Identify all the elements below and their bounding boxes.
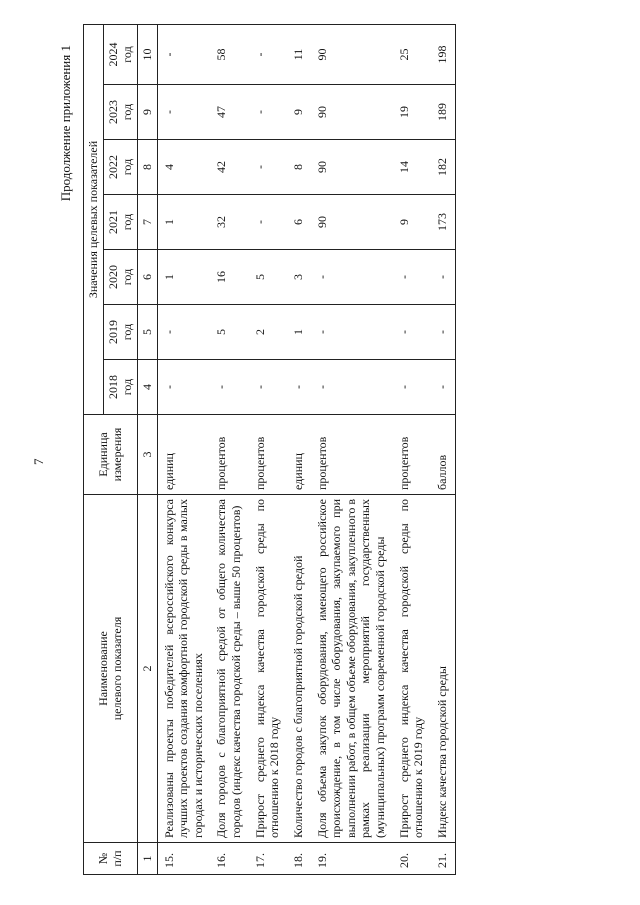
unit-of-measure: процентов xyxy=(393,415,431,495)
indicator-value: 25 xyxy=(393,24,431,84)
column-number: 2 xyxy=(137,495,157,843)
indicator-value: - xyxy=(311,360,393,415)
indicator-value: - xyxy=(210,360,248,415)
header-values-group: Значения целевых показателей xyxy=(84,24,104,414)
unit-of-measure: процентов xyxy=(249,415,287,495)
indicator-value: 1 xyxy=(157,195,210,250)
indicator-value: 4 xyxy=(157,140,210,195)
indicator-value: - xyxy=(393,360,431,415)
column-number: 9 xyxy=(137,85,157,140)
indicator-value: - xyxy=(157,24,210,84)
column-number: 7 xyxy=(137,195,157,250)
column-number: 8 xyxy=(137,140,157,195)
indicator-name: Доля объема закупок оборудования, имеющего российское происхождение, в том числе оборудования, закупаемого при выполнении работ, в общем объеме оборудования, закупленного в рамках реализации мероприятий государственных (муниципальных) программ современной городской среды xyxy=(311,495,393,843)
indicator-value: 11 xyxy=(287,24,311,84)
indicator-value: - xyxy=(393,250,431,305)
indicator-value: 14 xyxy=(393,140,431,195)
indicator-value: 5 xyxy=(249,250,287,305)
indicator-value: - xyxy=(431,360,455,415)
indicator-value: - xyxy=(157,85,210,140)
year-label: 2018 xyxy=(105,375,120,399)
indicator-value: 47 xyxy=(210,85,248,140)
indicator-name: Прирост среднего индекса качества городской среды по отношению к 2018 году xyxy=(249,495,287,843)
indicator-value: 189 xyxy=(431,85,455,140)
header-unit: Единица измерения xyxy=(84,415,138,495)
column-number: 10 xyxy=(137,24,157,84)
column-number: 6 xyxy=(137,250,157,305)
row-number: 15. xyxy=(157,843,210,875)
year-label: 2022 xyxy=(105,155,120,179)
indicator-value: 173 xyxy=(431,195,455,250)
row-number: 18. xyxy=(287,843,311,875)
indicator-value: - xyxy=(249,24,287,84)
indicator-value: 9 xyxy=(393,195,431,250)
year-label: 2019 xyxy=(105,320,120,344)
year-suffix: год xyxy=(120,213,135,231)
year-suffix: год xyxy=(120,46,135,63)
indicator-value: - xyxy=(157,305,210,360)
indicator-name: Реализованы проекты победителей всероссийского конкурса лучших проектов создания комфортной городской среды в малых городах и исторических поселениях xyxy=(157,495,210,843)
indicator-value: - xyxy=(393,305,431,360)
column-number: 5 xyxy=(137,305,157,360)
unit-of-measure: единиц xyxy=(157,415,210,495)
table-row xyxy=(287,24,311,874)
indicator-value: 3 xyxy=(287,250,311,305)
page-number: 7 xyxy=(31,458,46,465)
table-row xyxy=(393,24,431,874)
indicator-value: - xyxy=(249,140,287,195)
indicator-value: 8 xyxy=(287,140,311,195)
unit-of-measure: процентов xyxy=(311,415,393,495)
unit-of-measure: процентов xyxy=(210,415,248,495)
indicator-value: - xyxy=(249,360,287,415)
table-row xyxy=(431,24,455,874)
header-year-2022 xyxy=(103,140,137,195)
year-suffix: год xyxy=(120,158,135,176)
continuation-caption: Продолжение приложения 1 xyxy=(58,45,73,202)
year-suffix: год xyxy=(120,103,135,121)
table-body xyxy=(157,24,455,874)
indicator-value: - xyxy=(311,250,393,305)
column-numbers-row xyxy=(137,24,157,874)
header-year-2020 xyxy=(103,250,137,305)
unit-of-measure: баллов xyxy=(431,415,455,495)
header-year-2024 xyxy=(103,24,137,84)
indicator-value: 90 xyxy=(311,85,393,140)
indicator-value: 182 xyxy=(431,140,455,195)
header-num: № п/п xyxy=(84,843,138,875)
column-number: 3 xyxy=(137,415,157,495)
year-suffix: год xyxy=(120,323,135,341)
indicator-value: - xyxy=(431,305,455,360)
header-year-2018 xyxy=(103,360,137,415)
indicators-table-wrapper xyxy=(83,25,456,875)
indicator-value: - xyxy=(157,360,210,415)
row-number: 17. xyxy=(249,843,287,875)
indicator-name: Количество городов с благоприятной городской средой xyxy=(287,495,311,843)
column-number: 4 xyxy=(137,360,157,415)
indicator-value: 198 xyxy=(431,24,455,84)
row-number: 16. xyxy=(210,843,248,875)
header-year-2019 xyxy=(103,305,137,360)
year-suffix: год xyxy=(120,268,135,286)
unit-of-measure: единиц xyxy=(287,415,311,495)
indicator-value: 42 xyxy=(210,140,248,195)
indicator-value: 90 xyxy=(311,24,393,84)
indicator-value: 6 xyxy=(287,195,311,250)
year-label: 2020 xyxy=(105,265,120,289)
indicator-name: Доля городов с благоприятной средой от общего количества городов (индекс качества городской среды – выше 50 процентов) xyxy=(210,495,248,843)
indicator-value: 90 xyxy=(311,140,393,195)
indicator-name: Индекс качества городской среды xyxy=(431,495,455,843)
indicator-value: - xyxy=(249,85,287,140)
indicator-value: - xyxy=(431,250,455,305)
indicators-table xyxy=(83,24,456,875)
indicator-value: 19 xyxy=(393,85,431,140)
table-row xyxy=(157,24,210,874)
table-row xyxy=(210,24,248,874)
indicator-value: 32 xyxy=(210,195,248,250)
row-number: 19. xyxy=(311,843,393,875)
year-label: 2023 xyxy=(105,100,120,124)
indicator-value: 1 xyxy=(157,250,210,305)
header-name: Наименование целевого показателя xyxy=(84,495,138,843)
indicator-value: 90 xyxy=(311,195,393,250)
header-year-2023 xyxy=(103,85,137,140)
indicator-value: 5 xyxy=(210,305,248,360)
indicator-value: - xyxy=(287,360,311,415)
row-number: 21. xyxy=(431,843,455,875)
year-suffix: год xyxy=(120,378,135,396)
year-label: 2021 xyxy=(105,210,120,234)
indicator-value: - xyxy=(249,195,287,250)
indicator-value: 1 xyxy=(287,305,311,360)
year-label: 2024 xyxy=(105,42,120,67)
header-year-2021 xyxy=(103,195,137,250)
table-row xyxy=(311,24,393,874)
table-row xyxy=(249,24,287,874)
indicator-name: Прирост среднего индекса качества городской среды по отношению к 2019 году xyxy=(393,495,431,843)
indicator-value: 58 xyxy=(210,24,248,84)
row-number: 20. xyxy=(393,843,431,875)
column-number: 1 xyxy=(137,843,157,875)
indicator-value: 2 xyxy=(249,305,287,360)
indicator-value: - xyxy=(311,305,393,360)
indicator-value: 16 xyxy=(210,250,248,305)
indicator-value: 9 xyxy=(287,85,311,140)
